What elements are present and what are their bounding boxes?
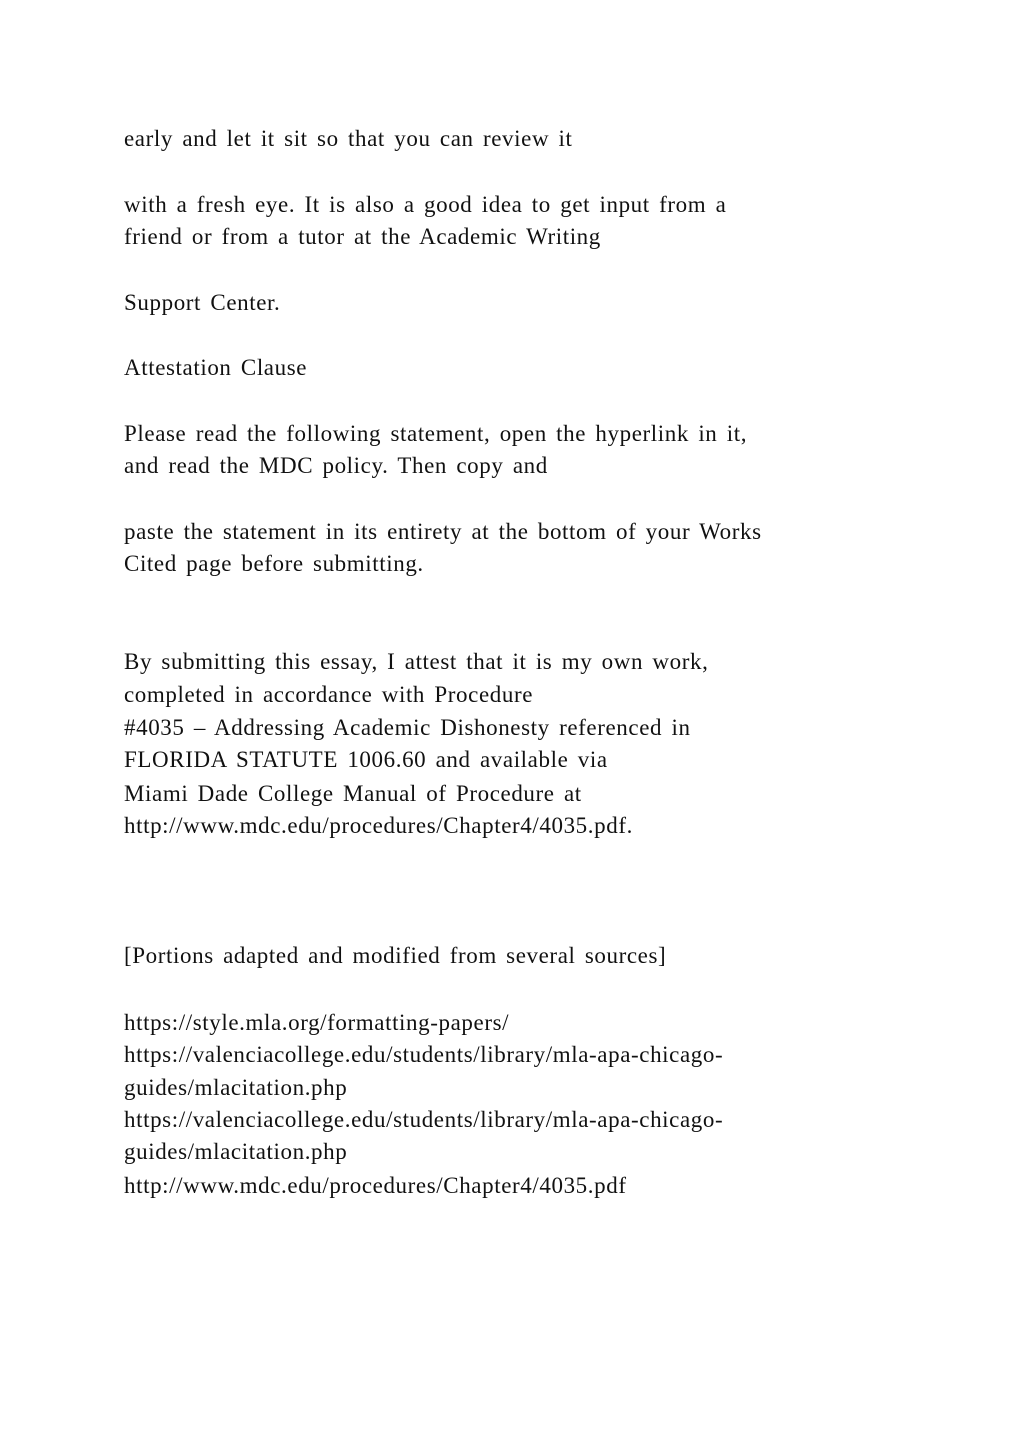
text-line: early and let it sit so that you can review it — [124, 126, 573, 151]
text-line: Support Center. — [124, 290, 281, 315]
text-line: paste the statement in its entirety at the bottom of your Works — [124, 519, 762, 544]
source-line: guides/mlacitation.php — [124, 1075, 348, 1100]
source-line: guides/mlacitation.php — [124, 1139, 348, 1164]
text-line: with a fresh eye. It is also a good idea to get input from a — [124, 192, 727, 217]
attestation-line: #4035 – Addressing Academic Dishonesty referenced in — [124, 715, 691, 740]
section-heading: Attestation Clause — [124, 355, 308, 380]
text-line: and read the MDC policy. Then copy and — [124, 453, 548, 478]
attestation-line: Miami Dade College Manual of Procedure at — [124, 781, 582, 806]
sources-heading: [Portions adapted and modified from several sources] — [124, 943, 667, 968]
attestation-line: By submitting this essay, I attest that it is my own work, — [124, 649, 709, 674]
source-line: http://www.mdc.edu/procedures/Chapter4/4035.pdf — [124, 1173, 627, 1198]
attestation-line: completed in accordance with Procedure — [124, 682, 534, 707]
text-line: Cited page before submitting. — [124, 551, 424, 576]
text-line: Please read the following statement, open the hyperlink in it, — [124, 421, 748, 446]
source-line: https://style.mla.org/formatting-papers/ — [124, 1010, 510, 1035]
source-line: https://valenciacollege.edu/students/library/mla-apa-chicago- — [124, 1107, 724, 1132]
text-line: friend or from a tutor at the Academic Writing — [124, 224, 601, 249]
source-line: https://valenciacollege.edu/students/library/mla-apa-chicago- — [124, 1042, 724, 1067]
attestation-link: http://www.mdc.edu/procedures/Chapter4/4035.pdf. — [124, 813, 633, 838]
attestation-line: FLORIDA STATUTE 1006.60 and available via — [124, 747, 608, 772]
